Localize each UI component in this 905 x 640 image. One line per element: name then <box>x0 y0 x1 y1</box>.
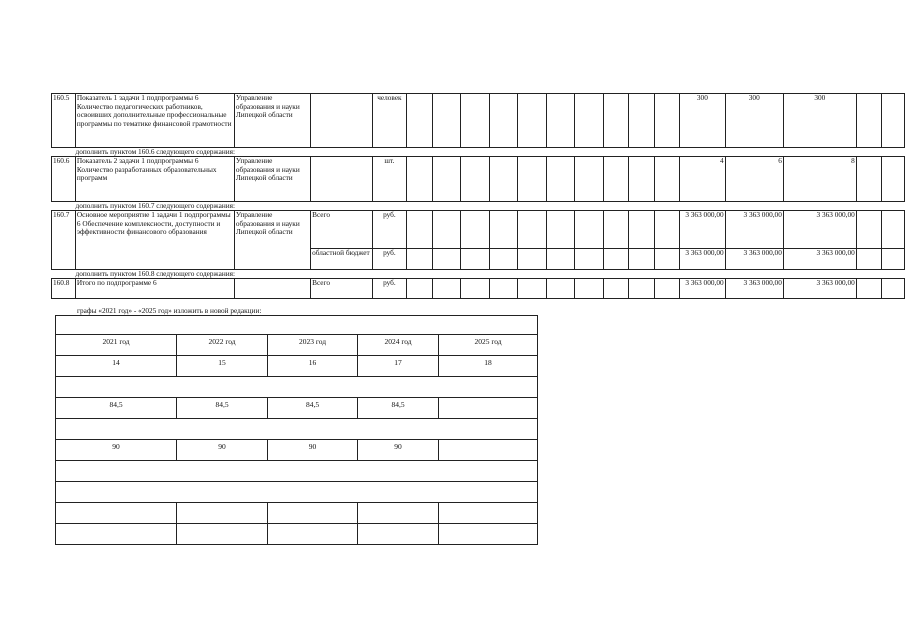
row-name: Показатель 2 задачи 1 подпрограммы 6 Количество разработанных образовательных программ <box>75 157 234 202</box>
blank-row <box>56 377 538 398</box>
value-2023: 4 <box>680 157 726 202</box>
row-unit: шт. <box>372 157 407 202</box>
row-org: Управление образования и науки Липецкой области <box>234 157 310 202</box>
indicators-table <box>51 93 905 299</box>
value-cell: 90 <box>268 440 358 461</box>
row-source: Всего <box>311 211 372 249</box>
row-number: 160.8 <box>52 279 76 299</box>
row-name: Основное мероприятие 1 задачи 1 подпрограммы 6 Обеспечение комплексности, доступности и эффективности финансового образования <box>75 211 234 270</box>
value-2023: 300 <box>680 94 726 148</box>
value-cell: 90 <box>358 440 439 461</box>
empty-row <box>56 524 538 545</box>
value-2024: 3 363 000,00 <box>725 211 783 249</box>
value-cell: 90 <box>56 440 177 461</box>
value-row <box>56 398 538 419</box>
year-header: 2022 год <box>177 335 268 356</box>
value-2023: 3 363 000,00 <box>680 249 726 270</box>
value-2024: 3 363 000,00 <box>725 279 783 299</box>
value-cell: 84,5 <box>358 398 439 419</box>
year-header: 2021 год <box>56 335 177 356</box>
years-table <box>55 315 538 545</box>
value-2024: 6 <box>725 157 783 202</box>
value-cell: 84,5 <box>177 398 268 419</box>
value-cell: 90 <box>177 440 268 461</box>
year-header: 2024 год <box>358 335 439 356</box>
amend-note: дополнить пунктом 160.7 следующего содержания: <box>75 201 236 210</box>
row-source <box>311 157 372 202</box>
value-2023: 3 363 000,00 <box>680 279 726 299</box>
column-number: 17 <box>358 356 439 377</box>
table-row <box>52 211 905 249</box>
table-row <box>52 279 905 299</box>
value-2025: 300 <box>783 94 856 148</box>
blank-row <box>56 461 538 482</box>
row-unit: руб. <box>372 249 407 270</box>
year-header: 2023 год <box>268 335 358 356</box>
row-unit: руб. <box>372 211 407 249</box>
table-row <box>52 157 905 202</box>
column-number: 18 <box>439 356 538 377</box>
row-name: Итого по подпрограмме 6 <box>75 279 234 299</box>
row-number: 160.6 <box>52 157 76 202</box>
column-number: 14 <box>56 356 177 377</box>
value-cell <box>439 398 538 419</box>
value-2025: 3 363 000,00 <box>783 211 856 249</box>
value-cell: 84,5 <box>56 398 177 419</box>
columns-note: графы «2021 год» - «2025 год» изложить в новой редакции: <box>77 306 262 315</box>
row-number: 160.5 <box>52 94 76 148</box>
value-2025: 8 <box>783 157 856 202</box>
blank-row <box>56 316 538 335</box>
amend-note: дополнить пунктом 160.6 следующего содержания: <box>75 147 236 156</box>
row-org: Управление образования и науки Липецкой области <box>234 94 310 148</box>
years-header-row <box>56 335 538 356</box>
blank-row <box>56 419 538 440</box>
value-2024: 3 363 000,00 <box>725 249 783 270</box>
empty-row <box>56 503 538 524</box>
blank-row <box>56 482 538 503</box>
row-name: Показатель 1 задачи 1 подпрограммы 6 Количество педагогических работников, освоивших дополнительные профессиональные программы по тематике финансовой грамотности <box>75 94 234 148</box>
value-2025: 3 363 000,00 <box>783 249 856 270</box>
value-row <box>56 440 538 461</box>
column-numbers-row <box>56 356 538 377</box>
table-row <box>52 94 905 148</box>
column-number: 16 <box>268 356 358 377</box>
row-number: 160.7 <box>52 211 76 270</box>
value-cell <box>439 440 538 461</box>
row-org: Управление образования и науки Липецкой области <box>234 211 310 270</box>
row-source: областной бюджет <box>311 249 372 270</box>
row-unit: руб. <box>372 279 407 299</box>
value-2025: 3 363 000,00 <box>783 279 856 299</box>
year-header: 2025 год <box>439 335 538 356</box>
column-number: 15 <box>177 356 268 377</box>
value-2024: 300 <box>725 94 783 148</box>
value-cell: 84,5 <box>268 398 358 419</box>
value-2023: 3 363 000,00 <box>680 211 726 249</box>
amend-note: дополнить пунктом 160.8 следующего содержания: <box>75 269 236 278</box>
row-unit: человек <box>372 94 407 148</box>
row-source: Всего <box>311 279 372 299</box>
row-source <box>311 94 372 148</box>
row-org <box>234 279 310 299</box>
